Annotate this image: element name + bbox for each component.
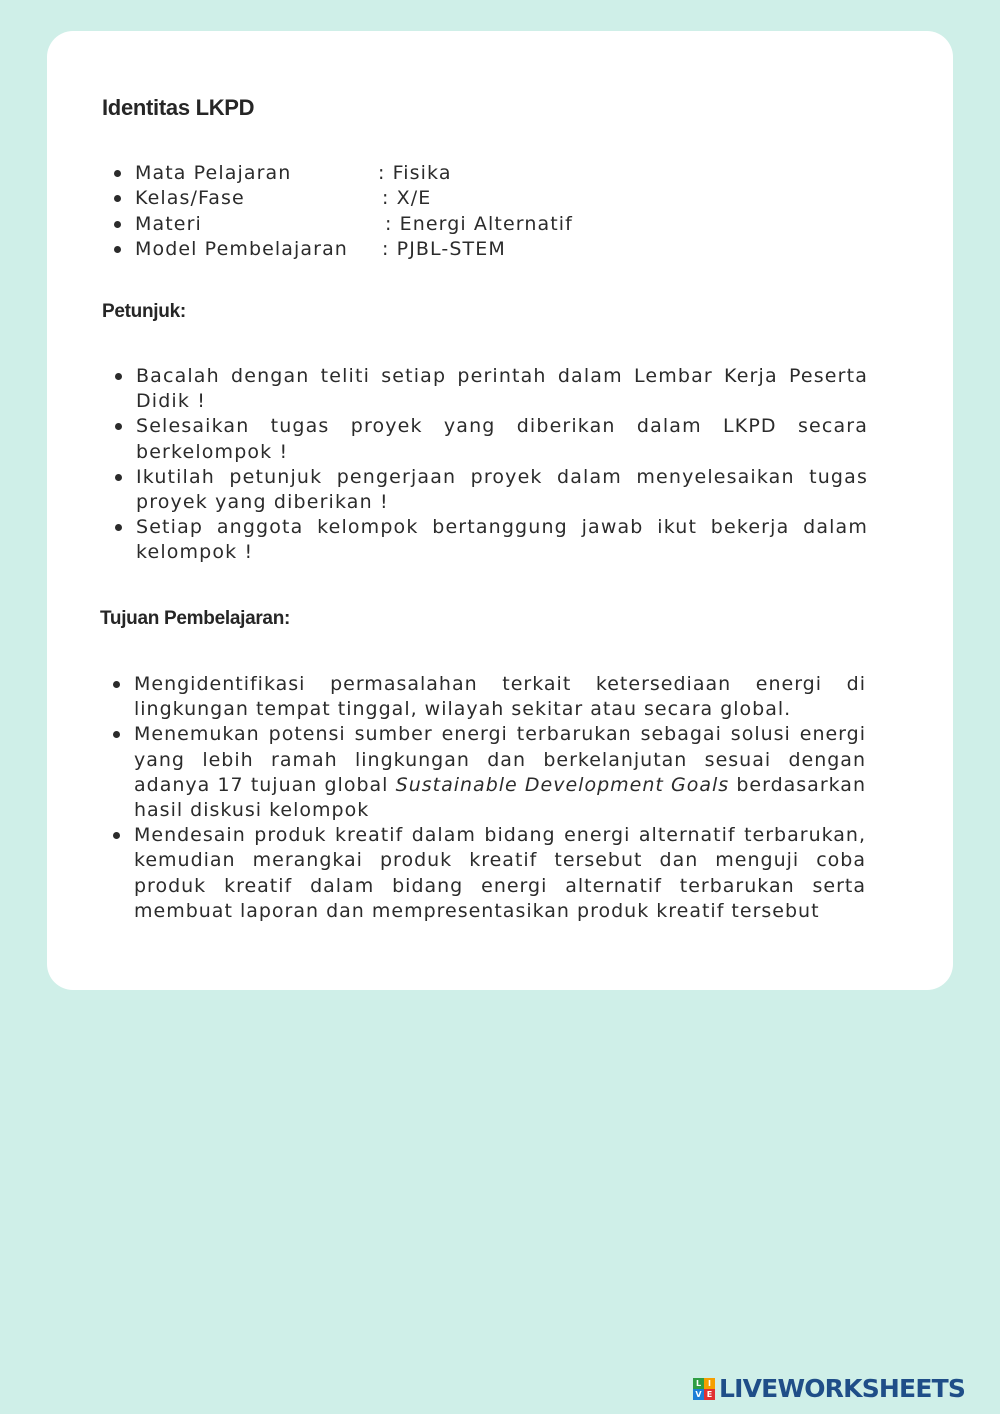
objectives-list	[101, 672, 866, 924]
instruction-text: Setiap anggota kelompok bertanggung jawab ikut bekerja dalam kelompok !	[136, 516, 868, 564]
identity-item-subject	[102, 161, 702, 186]
logo-letter: V	[693, 1389, 704, 1400]
instruction-text: Bacalah dengan teliti setiap perintah dalam Lembar Kerja Peserta Didik !	[136, 365, 868, 413]
identity-key: Model Pembelajaran	[135, 237, 348, 260]
bullet	[113, 731, 120, 738]
liveworksheets-logo[interactable]	[693, 1373, 965, 1405]
bullet	[113, 681, 120, 688]
instruction-text: Ikutilah petunjuk pengerjaan proyek dalam menyelesaikan tugas proyek yang diberikan !	[136, 465, 868, 514]
instruction-item	[103, 414, 868, 464]
objective-text: berdasarkan hasil diskusi kelompok	[134, 773, 866, 822]
instructions-heading: Petunjuk:	[102, 301, 186, 322]
identity-list	[102, 161, 702, 262]
identity-heading: Identitas LKPD	[102, 95, 255, 120]
bullet	[114, 170, 121, 177]
logo-letter: E	[704, 1389, 715, 1400]
objective-item	[101, 722, 866, 823]
identity-key: Kelas/Fase	[135, 187, 245, 210]
liveworksheets-icon	[693, 1378, 715, 1400]
bullet	[114, 221, 121, 228]
objective-item	[101, 823, 866, 924]
identity-value: : Energi Alternatif	[385, 212, 573, 235]
instruction-text: Selesaikan tugas proyek yang diberikan dalam LKPD secara berkelompok !	[136, 415, 868, 463]
identity-value: : PJBL-STEM	[382, 237, 506, 260]
logo-text: LIVEWORKSHEETS	[719, 1374, 966, 1403]
instruction-item	[103, 465, 868, 515]
instruction-item	[103, 364, 868, 414]
objective-item	[101, 672, 866, 722]
identity-value: : X/E	[382, 187, 432, 210]
bullet	[114, 195, 121, 202]
identity-value: : Fisika	[378, 162, 452, 184]
instructions-list	[103, 364, 868, 566]
bullet	[115, 524, 122, 531]
identity-key: Materi	[135, 212, 202, 235]
logo-letter: L	[693, 1378, 704, 1389]
worksheet-card	[47, 31, 953, 990]
objective-text: Menemukan potensi sumber energi terbarukan sebagai solusi energi yang lebih ramah lingkungan dan berkelanjutan sesuai dengan adanya 17 tujuan global	[134, 723, 866, 796]
logo-letter: I	[704, 1378, 715, 1389]
bullet	[114, 246, 121, 253]
objectives-heading: Tujuan Pembelajaran:	[100, 608, 291, 629]
bullet	[115, 423, 122, 430]
identity-item-material	[102, 212, 702, 237]
bullet	[115, 373, 122, 380]
objective-text: Mendesain produk kreatif dalam bidang energi alternatif terbarukan, kemudian merangkai produk kreatif tersebut dan menguji coba produk kreatif dalam bidang energi alternatif terbarukan serta membuat laporan dan mempresentasikan produk kreatif tersebut	[134, 824, 866, 922]
bullet	[115, 474, 122, 481]
objective-text: Mengidentifikasi permasalahan terkait ketersediaan energi di lingkungan tempat tinggal, wilayah sekitar atau secara global.	[134, 673, 866, 721]
bullet	[113, 832, 120, 839]
identity-item-class	[102, 186, 702, 211]
objective-italic-text: Sustainable Development Goals	[395, 773, 730, 796]
instruction-item	[103, 515, 868, 565]
identity-item-model	[102, 237, 702, 262]
identity-key: Mata Pelajaran	[135, 162, 292, 184]
